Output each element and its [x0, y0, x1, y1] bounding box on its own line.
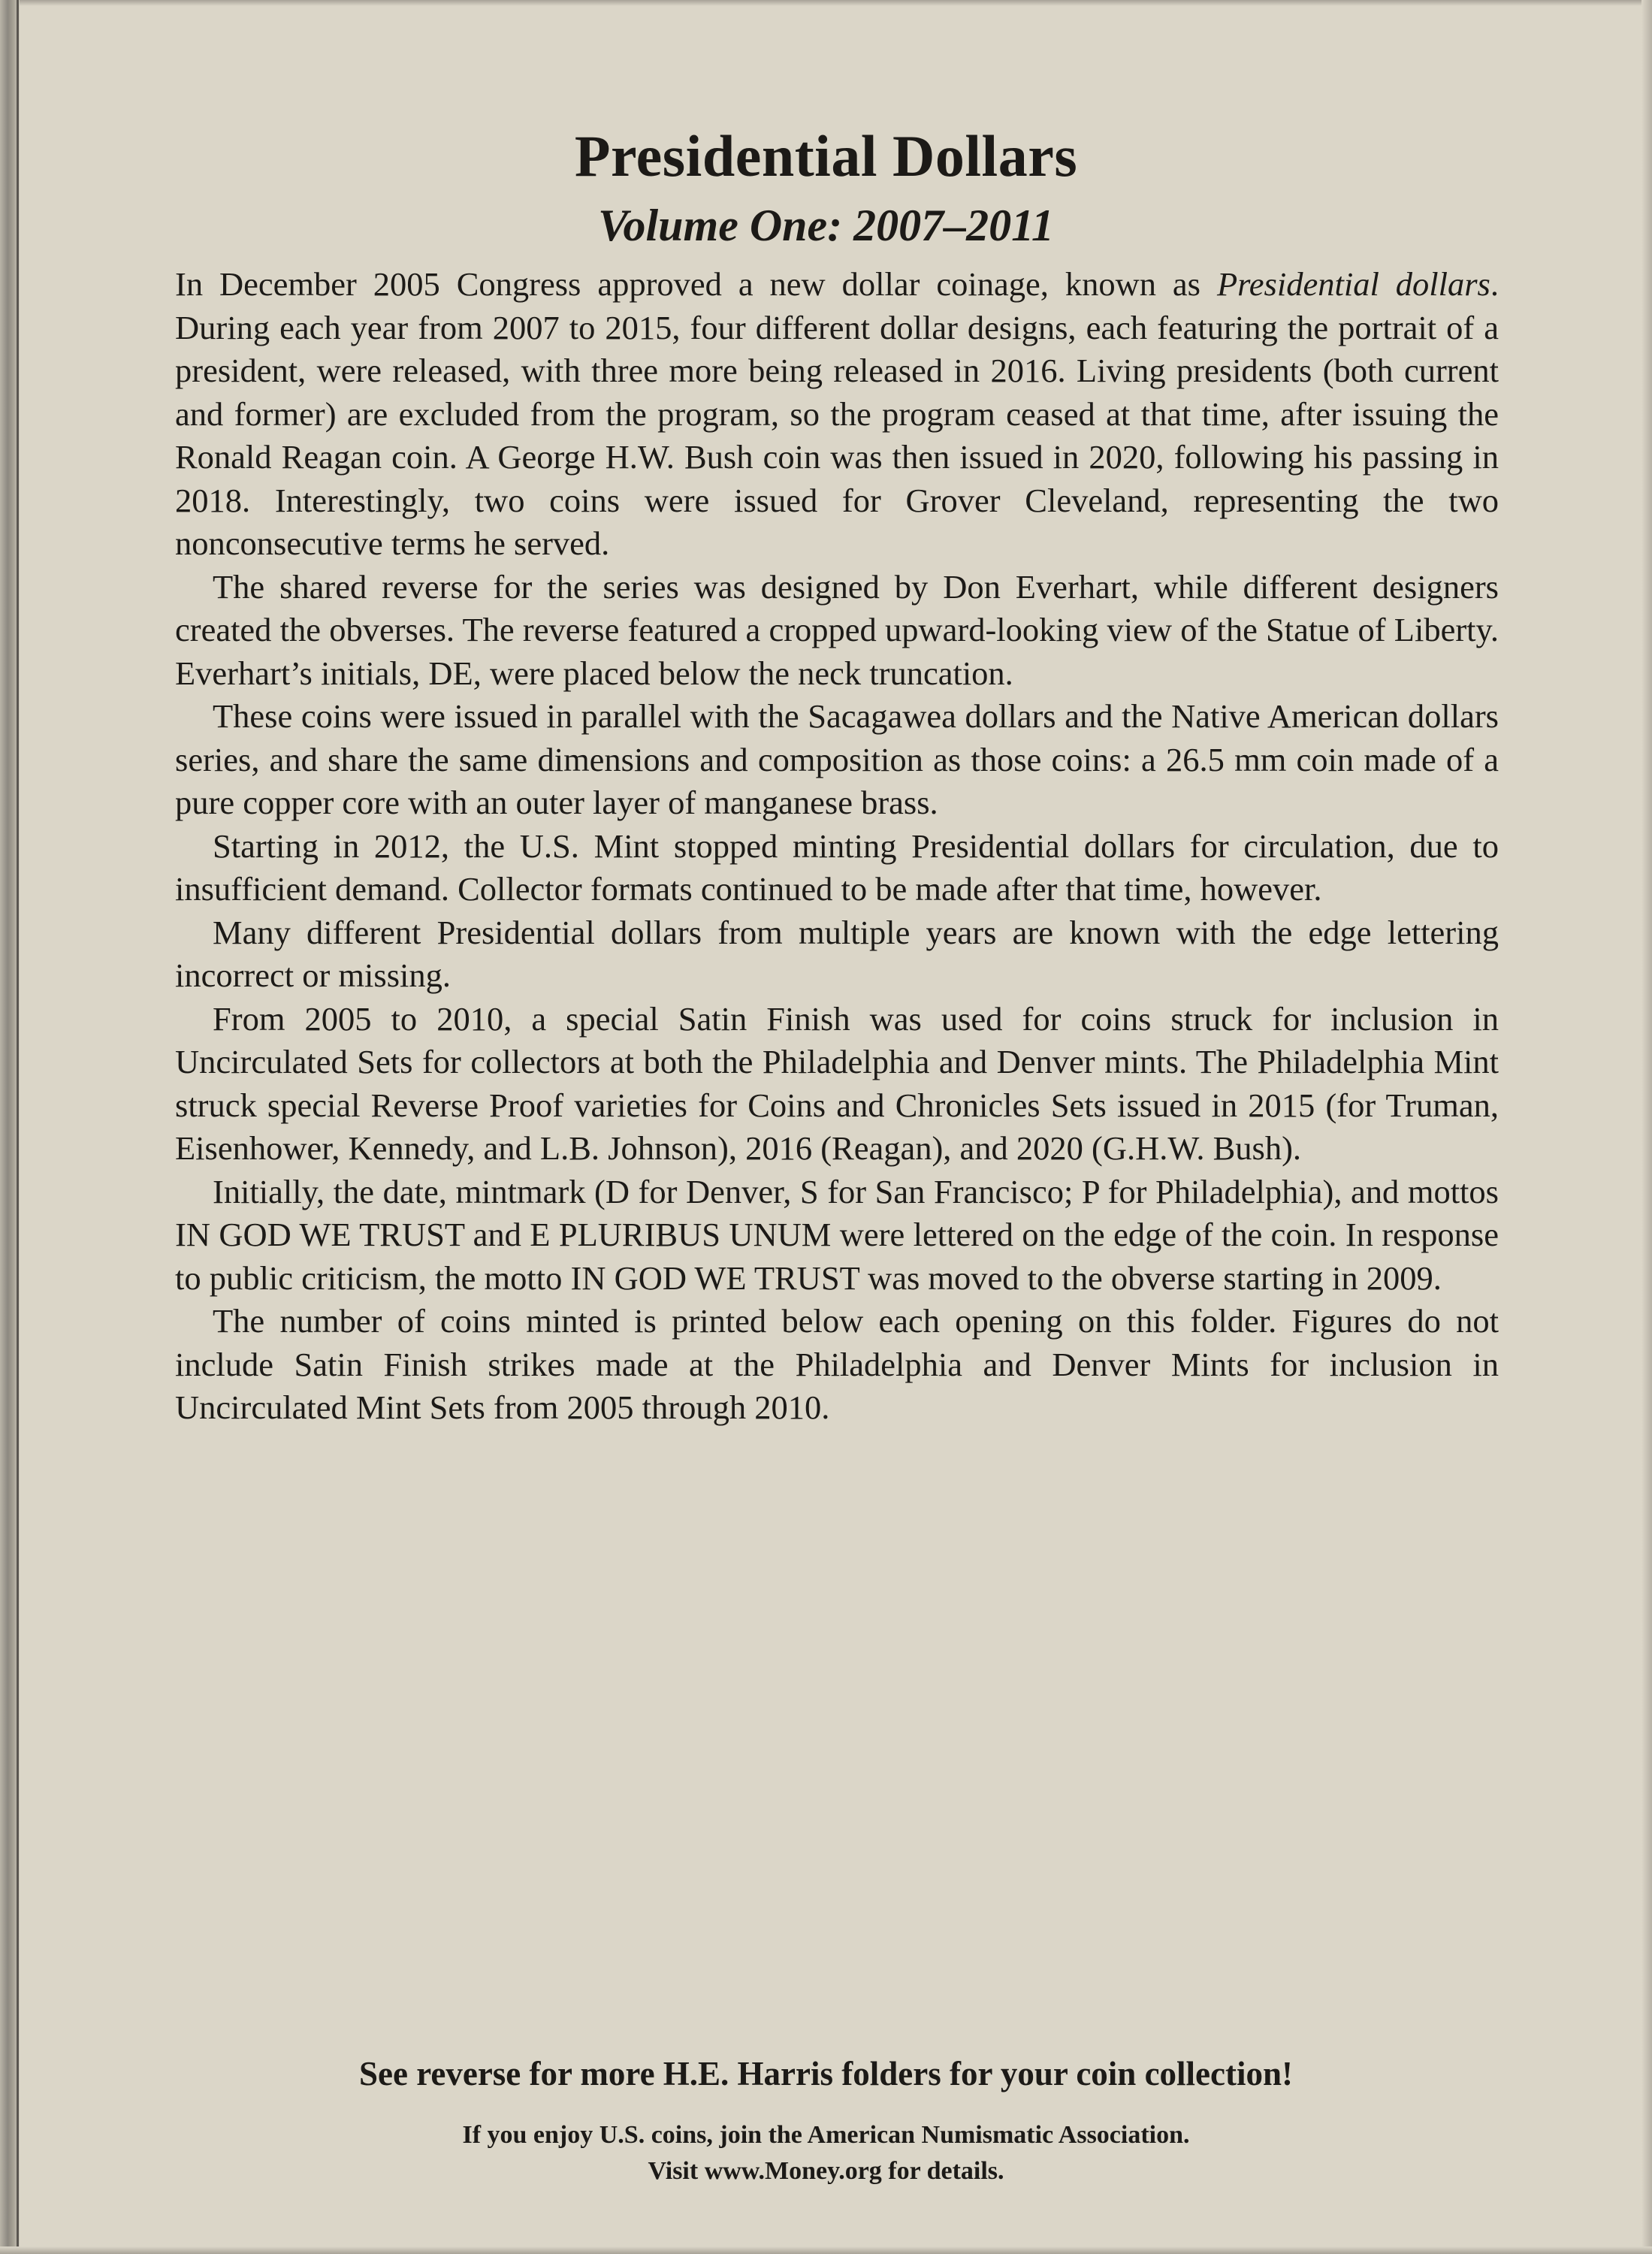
- paragraph-mintage: The number of coins minted is printed below each opening on this folder. Figures do not include Satin Finish strikes made at the Philadelphia and Denver Mints for inclusion in Uncirculated Mint Sets from 2005 through 2010.: [175, 1302, 1499, 1426]
- paragraph-intro: [175, 263, 1499, 566]
- top-edge: [0, 0, 1652, 6]
- paragraph-edge-lettering: Initially, the date, mintmark (D for Denver, S for San Francisco; P for Philadelphia), and mottos IN GOD WE TRUST and E PLURIBUS UNUM were lettered on the edge of the coin. In response to public criticism, the motto IN GOD WE TRUST was moved to the obverse starting in 2009.: [175, 1172, 1499, 1297]
- article-body: [175, 263, 1499, 1430]
- left-binding-line: [17, 0, 19, 2254]
- right-edge: [1641, 0, 1652, 2254]
- paragraph-reverse-design: The shared reverse for the series was designed by Don Everhart, while different designers created the obverses. The reverse featured a cropped upward-looking view of the Statue of Liberty. Everhart’s initials, DE, were placed below the neck truncation.: [175, 567, 1499, 692]
- paragraph-intro-emphasis: Presidential dollars: [1216, 265, 1490, 303]
- paragraph-satin-finish: From 2005 to 2010, a special Satin Finish was used for coins struck for inclusion in Uncirculated Sets for collectors at both the Philadelphia and Denver mints. The Philadelphia Mint struck special Reverse Proof varieties for Coins and Chronicles Sets issued in 2015 (for Truman, Eisenhower, Kennedy, and L.B. Johnson), 2016 (Reagan), and 2020 (G.H.W. Bush).: [175, 999, 1499, 1167]
- paragraph-composition: These coins were issued in parallel with the Sacagawea dollars and the Native American dollars series, and share the same dimensions and composition as those coins: a 26.5 mm coin made of a pure copper core with an outer layer of manganese brass.: [175, 697, 1499, 821]
- footer-ana-line: If you enjoy U.S. coins, join the American Numismatic Association.: [462, 2121, 1190, 2149]
- bottom-edge: [0, 2246, 1652, 2254]
- page-subtitle: Volume One: 2007–2011: [598, 201, 1054, 250]
- footer-promo: See reverse for more H.E. Harris folders for your coin collection!: [358, 2055, 1293, 2092]
- paragraph-circulation: Starting in 2012, the U.S. Mint stopped minting Presidential dollars for circulation, due to insufficient demand. Collector formats continued to be made after that time, however.: [175, 826, 1499, 908]
- page-title: Presidential Dollars: [574, 123, 1078, 189]
- paragraph-intro-start: In December 2005 Congress approved a new dollar coinage, known as: [175, 265, 1217, 303]
- footer-visit-line: Visit www.Money.org for details.: [648, 2157, 1004, 2185]
- paragraph-edge-errors: Many different Presidential dollars from multiple years are known with the edge lettering incorrect or missing.: [175, 913, 1499, 994]
- footer-ana: [0, 2117, 1652, 2189]
- paragraph-intro-rest: . During each year from 2007 to 2015, four different dollar designs, each featuring the portrait of a president, were released, with three more being released in 2016. Living presidents (both current and former) are excluded from the program, so the program ceased at that time, after issuing the Ronald Reagan coin. A George H.W. Bush coin was then issued in 2020, following his passing in 2018. Interestingly, two coins were issued for Grover Cleveland, representing the two nonconsecutive terms he served.: [175, 265, 1499, 562]
